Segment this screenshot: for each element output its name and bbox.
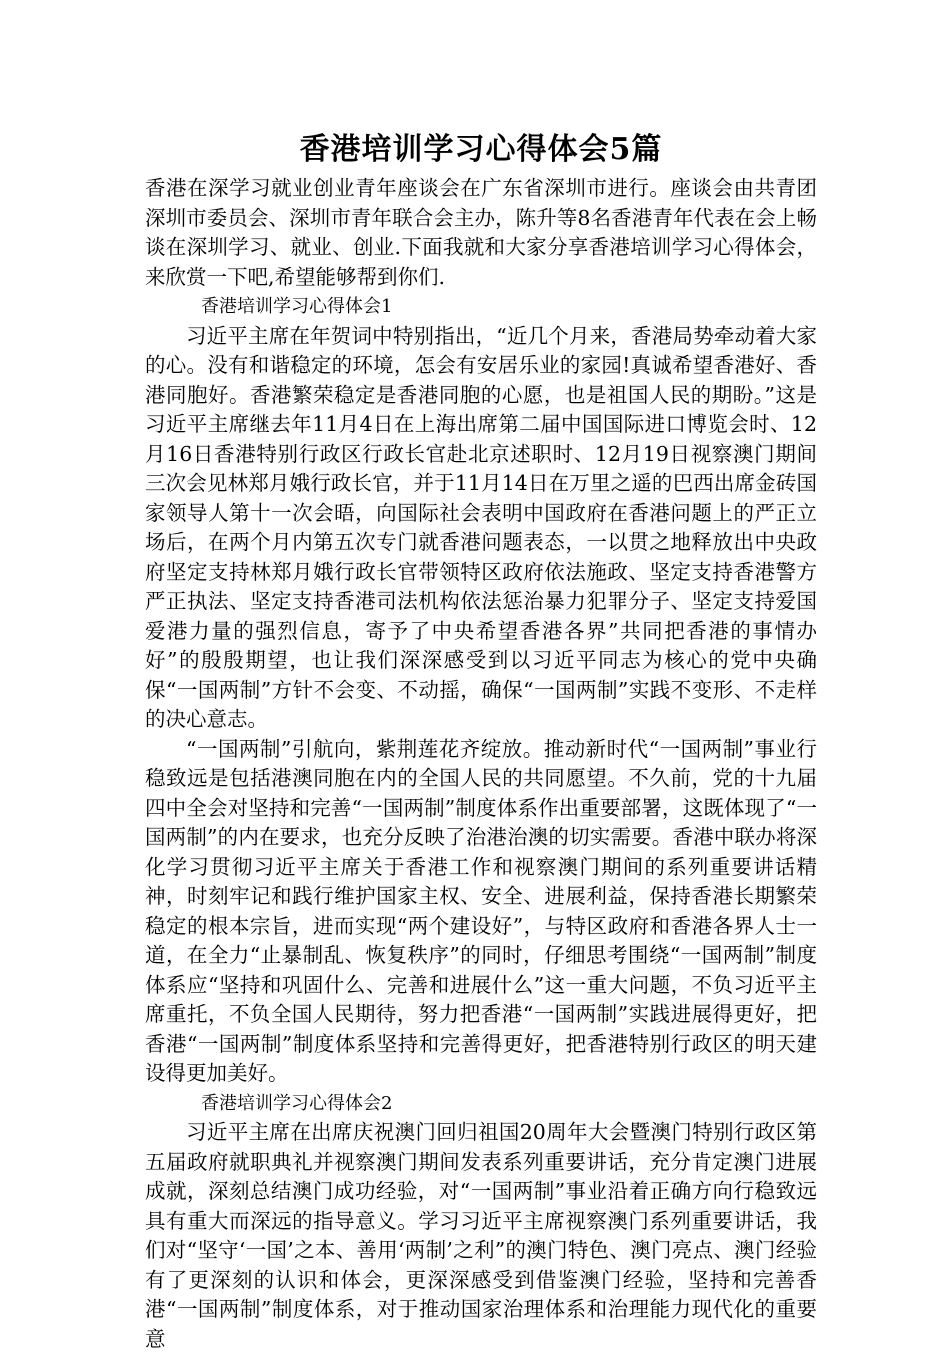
section-1-heading: 香港培训学习心得体会1 [201,296,393,317]
section-1-paragraph-2: “一国两制”引航向，紫荆莲花齐绽放。推动新时代“一国两制”事业行稳致远是包括港澳同胞在内的全国人民的共同愿望。不久前，党的十九届四中全会对坚持和完善“一国两制”制度体系作出重要部署，这既体现了“一国两制”的内在要求，也充分反映了治港治澳的切实需要。香港中联办将深化学习贯彻习近平主席关于香港工作和视察澳门期间的系列重要讲话精神，时刻牢记和践行维护国家主权、安全、进展利益，保持香港长期繁荣稳定的根本宗旨，进而实现“两个建设好”，与特区政府和香港各界人士一道，在全力“止暴制乱、恢复秩序”的同时，仔细思考围绕“一国两制”制度体系应“坚持和巩固什么、完善和进展什么”这一重大问题，不负习近平主席重托，不负全国人民期待，努力把香港“一国两制”实践进展得更好，把香港“一国两制”制度体系坚持和完善得更好，把香港特别行政区的明天建设得更加美好。 [145,736,817,1085]
intro-paragraph: 香港在深学习就业创业青年座谈会在广东省深圳市进行。座谈会由共青团深圳市委员会、深圳市青年联合会主办，陈升等8名香港青年代表在会上畅谈在深圳学习、就业、创业.下面我就和大家分享香港培训学习心得体会，来欣赏一下吧,希望能够帮到你们. [145,176,817,289]
document-title: 香港培训学习心得体会5篇 [299,132,663,167]
section-2-paragraph-1: 习近平主席在出席庆祝澳门回归祖国20周年大会暨澳门特别行政区第五届政府就职典礼并视察澳门期间发表系列重要讲话，充分肯定澳门进展成就，深刻总结澳门成功经验，对“一国两制”事业沿着正确方向行稳致远具有重大而深远的指导意义。学习习近平主席视察澳门系列重要讲话，我们对“坚守‘一国’之本、善用‘两制’之利”的澳门特色、澳门亮点、澳门经验有了更深刻的认识和体会，更深深感受到借鉴澳门经验，坚持和完善香港“一国两制”制度体系，对于推动国家治理体系和治理能力现代化的重要意 [145,1120,817,1351]
section-2-heading: 香港培训学习心得体会2 [201,1092,393,1114]
document-page [145,128,817,1354]
section-1-paragraph-1: 习近平主席在年贺词中特别指出，“近几个月来，香港局势牵动着大家的心。没有和谐稳定的环境，怎会有安居乐业的家园!真诚希望香港好、香港同胞好。香港繁荣稳定是香港同胞的心愿，也是祖国人民的期盼。”这是习近平主席继去年11月4日在上海出席第二届中国国际进口博览会时、12月16日香港特别行政区行政长官赴北京述职时、12月19日视察澳门期间三次会见林郑月娥行政长官，并于11月14日在万里之遥的巴西出席金砖国家领导人第十一次会晤，向国际社会表明中国政府在香港问题上的严正立场后，在两个月内第五次专门就香港问题表态，一以贯之地释放出中央政府坚定支持林郑月娥行政长官带领特区政府依法施政、坚定支持香港警方严正执法、坚定支持香港司法机构依法惩治暴力犯罪分子、坚定支持爱国爱港力量的强烈信息，寄予了中央希望香港各界”共同把香港的事情办好”的殷殷期望，也让我们深深感受到以习近平同志为核心的党中央确保“一国两制”方针不会变、不动摇，确保“一国两制”实践不变形、不走样的决心意志。 [145,323,817,731]
